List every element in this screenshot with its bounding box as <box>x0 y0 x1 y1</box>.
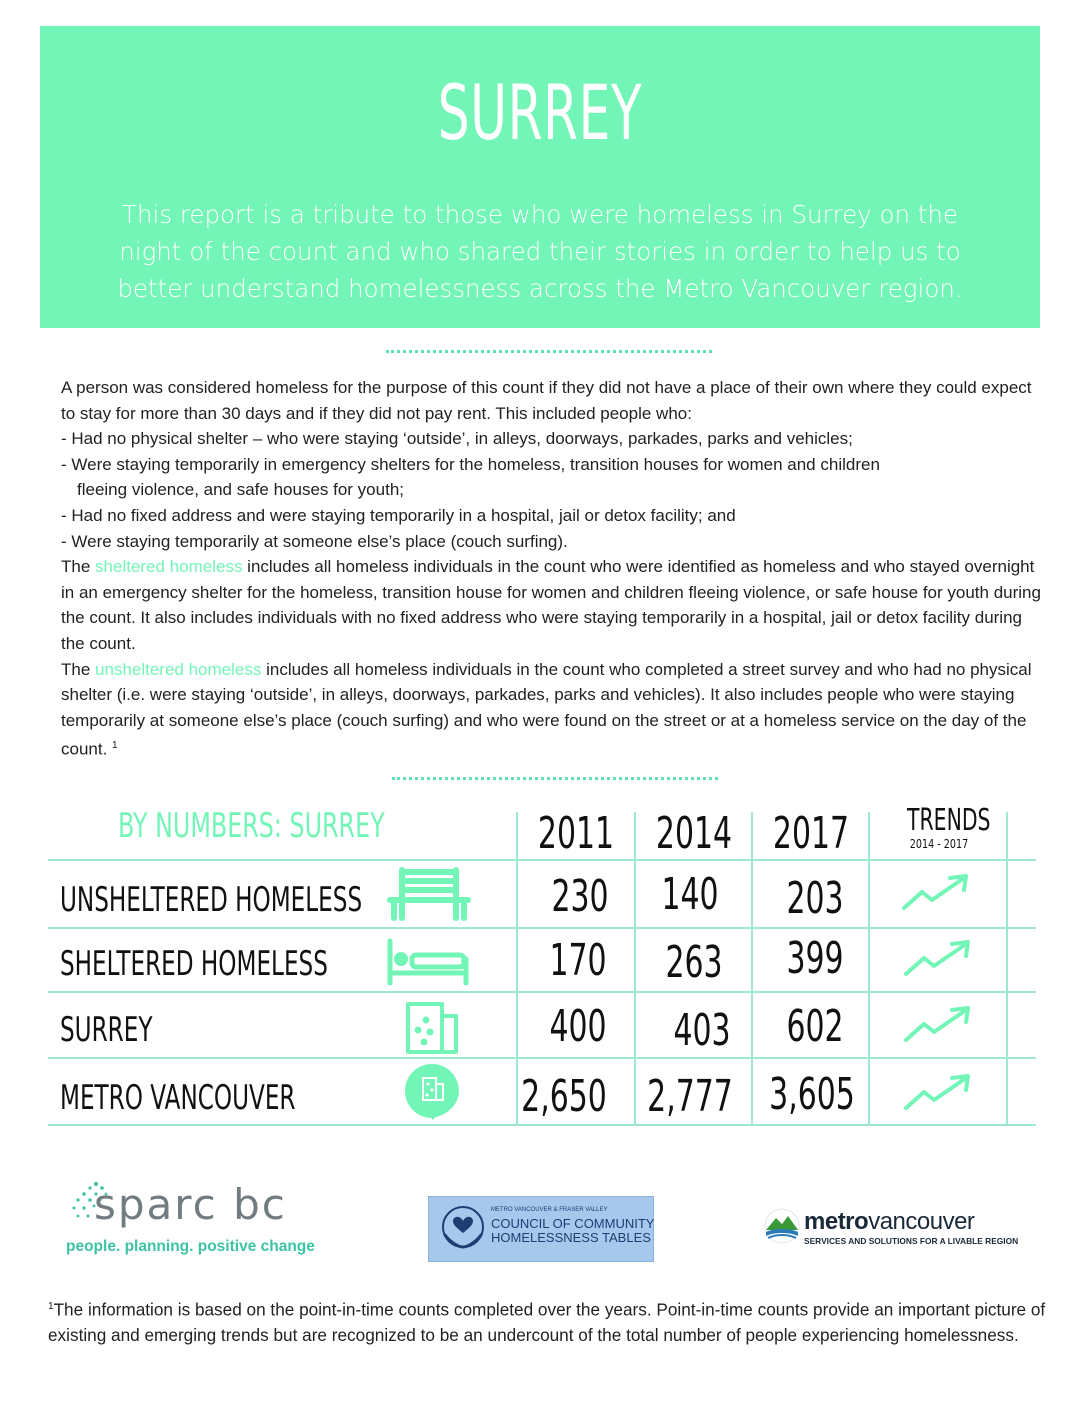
sheltered-text: includes all homeless individuals in the count who were identified as homeless and who stayed overnight in an emergency shelter for the homeless, transition house for women and children fleeing violence, or safe house for youth during the count. It also includes individuals with no fixed address who were staying temporarily in a hospital, jail or detox facility during the count. <box>61 557 1041 653</box>
definition-bullet: - Had no fixed address and were staying temporarily in a hospital, jail or detox facility; and <box>61 505 736 525</box>
dotted-divider <box>392 777 718 780</box>
page-title: SURREY <box>437 68 643 157</box>
trend-up-icon <box>900 872 972 912</box>
unsheltered-term: unsheltered homeless <box>95 659 262 679</box>
row-divider <box>48 927 1036 929</box>
year-header-2014: 2014 <box>655 808 733 859</box>
metro-tagline: SERVICES AND SOLUTIONS FOR A LIVABLE REGION <box>804 1236 1019 1246</box>
metro-vancouver-logo <box>764 1206 1019 1250</box>
bed-icon <box>386 937 470 987</box>
sparc-tagline: people. planning. positive change <box>66 1238 315 1255</box>
unsheltered-prefix: The <box>61 659 96 679</box>
footnote-text: The information is based on the point-in-time counts completed over the years. Point-in-time counts provide an important picture of existing and emerging trends but are recognized to be an undercount of the total number of people experiencing homelessness. <box>48 1299 1046 1345</box>
sheltered-term: sheltered homeless <box>95 557 243 577</box>
sheltered-prefix: The <box>61 557 96 577</box>
row-label-unsheltered: UNSHELTERED HOMELESS <box>60 880 363 920</box>
location-pin-icon <box>402 1062 462 1122</box>
sparc-bc-logo <box>66 1178 315 1262</box>
value-cell: 203 <box>786 873 844 924</box>
hands-heart-icon <box>439 1203 487 1255</box>
row-divider <box>48 1057 1036 1059</box>
value-cell: 602 <box>786 1001 844 1052</box>
trend-up-icon <box>902 1072 974 1112</box>
trend-up-icon <box>902 938 974 978</box>
metro-wordmark <box>804 1208 974 1236</box>
row-divider <box>48 859 1036 861</box>
tribute-text: This report is a tribute to those who were homeless in Surrey on the night of the count and who shared their stories in order to help us to better understand homelessness across the Metro Vancouver region. <box>117 200 963 303</box>
council-subtitle: METRO VANCOUVER & FRASER VALLEY <box>491 1207 608 1213</box>
row-label-surrey: SURREY <box>60 1010 153 1050</box>
title-banner <box>40 26 1040 328</box>
definition-bullet: - Were staying temporarily at someone else’s place (couch surfing). <box>61 531 568 551</box>
trends-title: TRENDS <box>907 803 991 838</box>
council-logo <box>428 1196 654 1262</box>
value-cell: 2,777 <box>647 1071 733 1122</box>
value-cell: 140 <box>661 869 719 920</box>
footnote <box>48 1294 1048 1348</box>
value-cell: 263 <box>665 937 723 988</box>
footnote-marker: 1 <box>48 1301 54 1312</box>
definition-bullet: fleeing violence, and safe houses for youth; <box>77 480 404 500</box>
council-name-line2: HOMELESSNESS TABLES <box>491 1230 651 1245</box>
definition-section <box>61 375 1041 763</box>
unsheltered-text: includes all homeless individuals in the count who completed a street survey and who had no physical shelter (i.e. were staying ‘outside’, in alleys, doorways, parkades, parks and vehicles). It also includes people who were staying temporarily at someone else’s place (couch surfing) and who were found on the street or at a homeless service on the day of the count. <box>61 659 1032 759</box>
value-cell: 170 <box>549 935 607 986</box>
value-cell: 230 <box>551 871 609 922</box>
row-label-sheltered: SHELTERED HOMELESS <box>60 944 328 984</box>
value-cell: 400 <box>549 1001 607 1052</box>
sparc-wordmark: sparc bc <box>94 1180 287 1229</box>
metro-mountain-icon <box>764 1208 800 1244</box>
trends-range: 2014 - 2017 <box>909 837 969 851</box>
building-icon <box>404 1000 460 1056</box>
numbers-title: BY NUMBERS: SURREY <box>118 806 385 846</box>
trend-up-icon <box>902 1004 974 1044</box>
definition-bullet: - Were staying temporarily in emergency shelters for the homeless, transition houses for women and children <box>61 454 880 474</box>
value-cell: 2,650 <box>521 1071 607 1122</box>
definition-intro: A person was considered homeless for the purpose of this count if they did not have a place of their own where they could expect to stay for more than 30 days and if they did not pay rent. This included people who: <box>61 378 1032 423</box>
footnote-ref: 1 <box>112 740 118 752</box>
definition-bullet: - Had no physical shelter – who were staying ‘outside’, in alleys, doorways, parkades, parks and vehicles; <box>61 429 853 449</box>
year-header-2011: 2011 <box>537 808 615 859</box>
metro-wordmark-rest: vancouver <box>868 1208 975 1235</box>
trends-header <box>892 803 991 851</box>
row-label-metro-vancouver: METRO VANCOUVER <box>60 1078 296 1118</box>
row-divider <box>48 991 1036 993</box>
row-divider <box>48 1124 1036 1126</box>
value-cell: 399 <box>786 933 844 984</box>
value-cell: 3,605 <box>769 1069 855 1120</box>
bench-icon <box>386 866 472 922</box>
metro-wordmark-bold: metro <box>804 1208 869 1235</box>
dotted-divider <box>386 350 712 353</box>
sheltered-definition <box>61 554 1041 656</box>
value-cell: 403 <box>673 1005 731 1056</box>
council-name-line1: COUNCIL OF COMMUNITY <box>491 1216 655 1231</box>
year-header-2017: 2017 <box>772 808 850 859</box>
unsheltered-definition <box>61 657 1041 763</box>
